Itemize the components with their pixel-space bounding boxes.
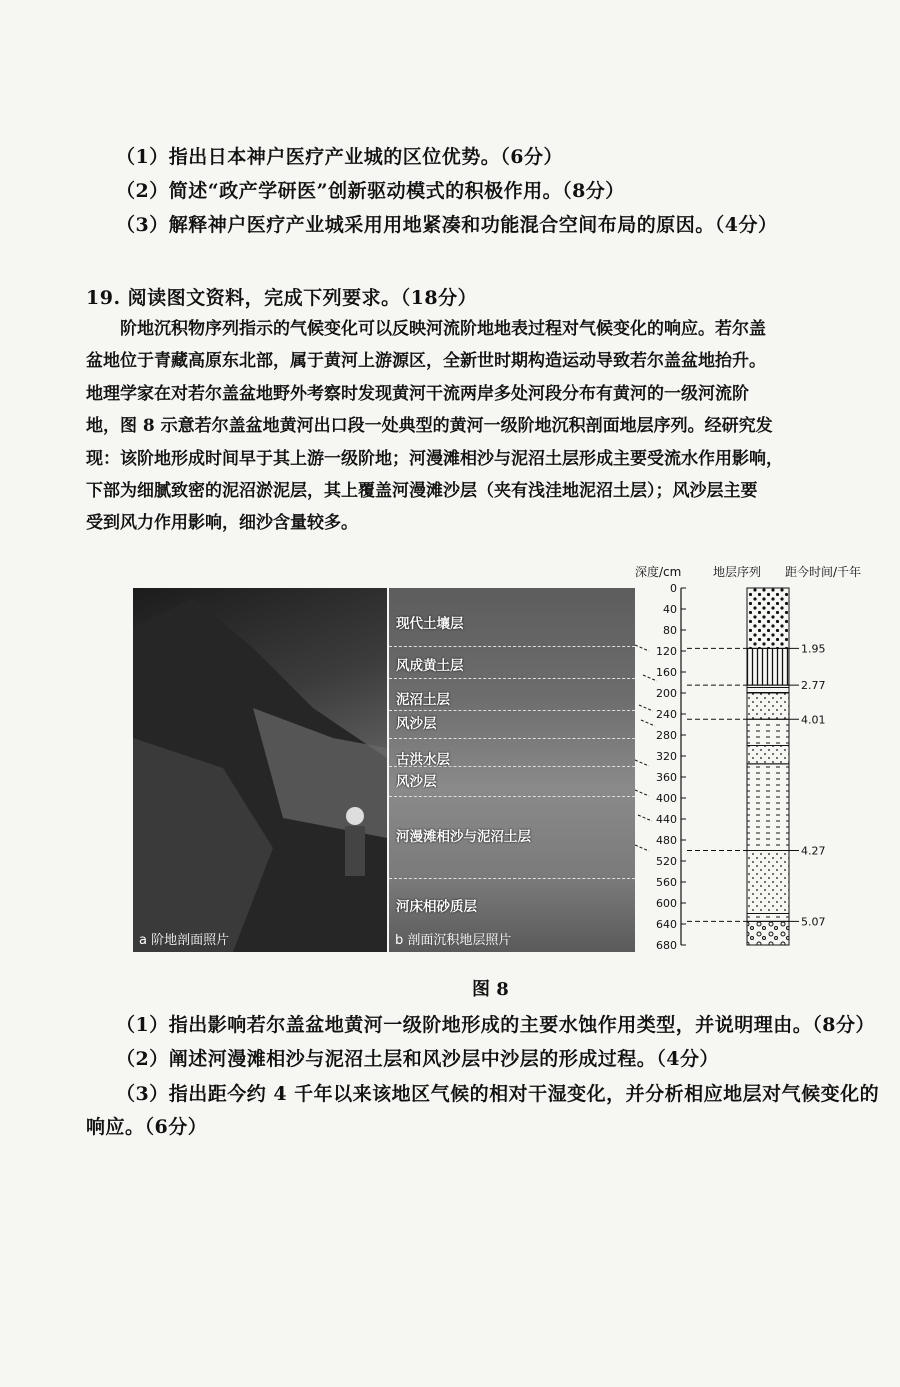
col-seq-label: 地层序列	[713, 565, 762, 579]
strata-layer	[747, 685, 789, 693]
depth-tick-label: 80	[663, 624, 677, 637]
depth-tick-label: 440	[656, 813, 677, 826]
depth-tick-label: 680	[656, 939, 677, 952]
passage-line: 盆地位于青藏高原东北部，属于黄河上游源区，全新世时期构造运动导致若尔盖盆地抬升。	[86, 351, 766, 372]
time-mark-label: 4.01	[801, 713, 826, 727]
photo-b-caption: b 剖面沉积地层照片	[395, 933, 512, 948]
correlation-line	[638, 815, 652, 821]
strata-layer	[747, 746, 789, 764]
passage-line: 下部为细腻致密的泥沼淤泥层，其上覆盖河漫滩沙层（夹有浅洼地泥沼土层）；风沙层主要	[86, 480, 758, 501]
sub-question-1: （1）指出影响若尔盖盆地黄河一级阶地形成的主要水蚀作用类型，并说明理由。（8分）	[116, 1014, 875, 1036]
prev-question-1: （1）指出日本神户医疗产业城的区位优势。（6分）	[116, 146, 563, 168]
correlation-line	[635, 760, 649, 766]
strata-layer	[747, 764, 789, 851]
layer-label: 河床相砂质层	[396, 899, 477, 915]
depth-tick-label: 480	[656, 834, 677, 847]
depth-tick-label: 360	[656, 771, 677, 784]
correlation-line	[639, 705, 653, 711]
question-19-passage	[86, 313, 898, 540]
strata-layer	[747, 914, 789, 922]
photo-a-caption: a 阶地剖面照片	[139, 933, 230, 948]
depth-tick-label: 240	[656, 708, 677, 721]
sub-question-3-cont: 响应。（6分）	[86, 1116, 208, 1138]
sub-question-3: （3）指出距今约 4 千年以来该地区气候的相对干湿变化，并分析相应地层对气候变化的	[116, 1083, 880, 1105]
strata-layer	[747, 588, 789, 648]
passage-line: 受到风力作用影响，细沙含量较多。	[86, 513, 358, 534]
prev-question-2: （2）简述“政产学研医”创新驱动模式的积极作用。（8分）	[116, 180, 625, 202]
col-time-label: 距今时间/千年	[785, 565, 862, 579]
question-19-title: 19. 阅读图文资料，完成下列要求。（18分）	[86, 287, 478, 309]
prev-question-3: （3）解释神户医疗产业城采用用地紧凑和功能混合空间布局的原因。（4分）	[116, 214, 778, 236]
layer-label: 泥沼土层	[396, 692, 450, 708]
strata-layer	[747, 851, 789, 914]
correlation-line	[635, 645, 649, 651]
terrace-photo-illustration	[133, 588, 387, 952]
strata-layer	[747, 921, 789, 945]
strata-layer	[747, 693, 789, 719]
layer-label: 现代土壤层	[396, 616, 464, 632]
figure-caption: 图 8	[472, 979, 509, 1000]
depth-tick-label: 320	[656, 750, 677, 763]
correlation-line	[635, 790, 649, 796]
time-mark-label: 1.95	[801, 642, 826, 656]
depth-tick-label: 120	[656, 645, 677, 658]
depth-tick-label: 40	[663, 603, 677, 616]
passage-line: 地理学家在对若尔盖盆地野外考察时发现黄河干流两岸多处河段分布有黄河的一级河流阶	[86, 383, 749, 404]
correlation-line	[643, 675, 657, 681]
layer-label: 河漫滩相沙与泥沼土层	[396, 829, 531, 845]
terrace-profile-photo	[133, 588, 387, 952]
section-layer-photo	[389, 588, 635, 952]
strata-layer	[747, 719, 789, 745]
time-mark-label: 5.07	[801, 915, 826, 929]
depth-tick-label: 560	[656, 876, 677, 889]
layer-label: 古洪水层	[396, 752, 450, 768]
depth-tick-label: 400	[656, 792, 677, 805]
strata-layer	[747, 648, 789, 685]
figure-8	[130, 560, 900, 955]
depth-tick-label: 160	[656, 666, 677, 679]
time-mark-label: 4.27	[801, 844, 826, 858]
passage-line: 地，图 8 示意若尔盖盆地黄河出口段一处典型的黄河一级阶地沉积剖面地层序列。经研究发	[86, 416, 773, 437]
depth-tick-label: 0	[670, 582, 677, 595]
sub-question-2: （2）阐述河漫滩相沙与泥沼土层和风沙层中沙层的形成过程。（4分）	[116, 1048, 719, 1070]
layer-label: 风沙层	[396, 774, 437, 790]
depth-tick-label: 200	[656, 687, 677, 700]
col-depth-label: 深度/cm	[635, 565, 682, 579]
passage-line: 阶地沉积物序列指示的气候变化可以反映河流阶地地表过程对气候变化的响应。若尔盖	[120, 319, 766, 339]
depth-axis	[656, 582, 686, 952]
correlation-line	[641, 720, 655, 726]
stratigraphic-column-chart	[635, 560, 900, 955]
layer-label: 风沙层	[396, 716, 437, 732]
depth-tick-label: 520	[656, 855, 677, 868]
depth-tick-label: 640	[656, 918, 677, 931]
layer-label: 风成黄土层	[396, 658, 464, 674]
passage-line: 现：该阶地形成时间早于其上游一级阶地；河漫滩相沙与泥沼土层形成主要受流水作用影响，	[86, 448, 783, 469]
correlation-line	[635, 845, 649, 851]
time-mark-label: 2.77	[801, 679, 826, 693]
depth-tick-label: 600	[656, 897, 677, 910]
stratigraphic-column	[747, 588, 789, 945]
depth-tick-label: 280	[656, 729, 677, 742]
